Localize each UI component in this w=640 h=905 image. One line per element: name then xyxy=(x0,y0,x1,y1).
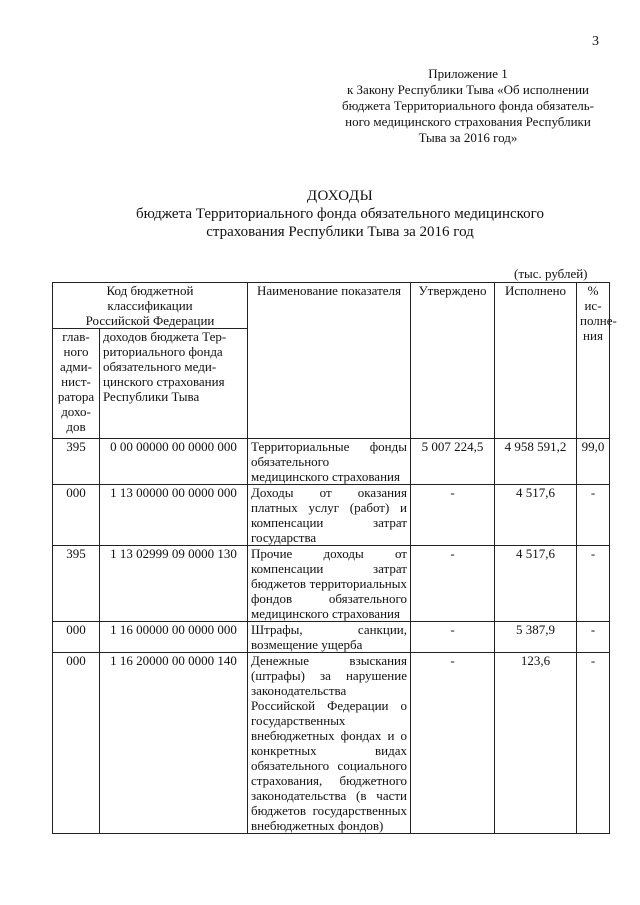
page-number: 3 xyxy=(592,34,599,49)
cell-name: Штрафы, санкции, возмещение ущерба xyxy=(248,622,411,653)
cell-code: 0 00 00000 00 0000 000 xyxy=(100,439,248,485)
appendix-note xyxy=(318,66,618,146)
cell-percent: 99,0 xyxy=(577,439,610,485)
table-row xyxy=(53,546,610,622)
cell-admin: 000 xyxy=(53,485,100,546)
cell-code: 1 16 00000 00 0000 000 xyxy=(100,622,248,653)
cell-admin: 395 xyxy=(53,439,100,485)
cell-code: 1 13 00000 00 0000 000 xyxy=(100,485,248,546)
cell-executed: 5 387,9 xyxy=(495,622,577,653)
cell-percent: - xyxy=(577,622,610,653)
appendix-line: к Закону Республики Тыва «Об исполнении xyxy=(346,82,590,97)
header-chief-administrator: глав- ного адми- нист- ратора дохо- дов xyxy=(53,329,100,439)
table-row xyxy=(53,653,610,834)
cell-executed: 4 958 591,2 xyxy=(495,439,577,485)
cell-name: Территориальные фонды обязательного медицинского страхования xyxy=(248,439,411,485)
subtitle-line-1: бюджета Территориального фонда обязательного медицинского xyxy=(136,206,544,222)
header-executed: Исполнено xyxy=(495,283,577,439)
cell-percent: - xyxy=(577,653,610,834)
cell-percent: - xyxy=(577,485,610,546)
header-approved: Утверждено xyxy=(411,283,495,439)
cell-approved: - xyxy=(411,546,495,622)
appendix-line: бюджета Территориального фонда обязатель- xyxy=(342,98,594,113)
table-header-row xyxy=(53,283,610,329)
units-label: (тыс. рублей) xyxy=(514,266,588,281)
cell-approved: - xyxy=(411,653,495,834)
table-row xyxy=(53,622,610,653)
cell-approved: - xyxy=(411,485,495,546)
cell-code: 1 13 02999 09 0000 130 xyxy=(100,546,248,622)
cell-admin: 395 xyxy=(53,546,100,622)
cell-approved: 5 007 224,5 xyxy=(411,439,495,485)
cell-admin: 000 xyxy=(53,622,100,653)
table-row xyxy=(53,439,610,485)
cell-name: Прочие доходы от компенсации затрат бюджетов территориальных фондов обязательного медицинского страхования xyxy=(248,546,411,622)
cell-name: Денежные взыскания (штрафы) за нарушение законодательства Российской Федерации о государственных внебюджетных фондах и о конкретных видах обязательного социального страхования, бюджетного законодательства (в части бюджетов государственных внебюджетных фондов) xyxy=(248,653,411,834)
cell-approved: - xyxy=(411,622,495,653)
cell-name: Доходы от оказания платных услуг (работ) и компенсации затрат государства xyxy=(248,485,411,546)
header-income-code: доходов бюджета Тер- риториального фонда обязательного меди- цинского страхования Республики Тыва xyxy=(100,329,248,439)
appendix-line: Приложение 1 xyxy=(428,66,508,81)
document-title: ДОХОДЫ xyxy=(306,188,374,204)
cell-admin: 000 xyxy=(53,653,100,834)
cell-executed: 4 517,6 xyxy=(495,546,577,622)
header-indicator-name: Наименование показателя xyxy=(248,283,411,439)
cell-executed: 4 517,6 xyxy=(495,485,577,546)
subtitle-line-2: страхования Республики Тыва за 2016 год xyxy=(206,224,474,240)
header-execution-percent: % ис- полне- ния xyxy=(577,283,610,439)
appendix-line: ного медицинского страхования Республики xyxy=(345,114,591,129)
document-subtitle xyxy=(40,205,640,241)
appendix-line: Тыва за 2016 год» xyxy=(418,130,518,145)
revenue-table xyxy=(52,282,617,834)
cell-code: 1 16 20000 00 0000 140 xyxy=(100,653,248,834)
header-budget-code: Код бюджетной классификации Российской Федерации xyxy=(53,283,248,329)
table-row xyxy=(53,485,610,546)
cell-executed: 123,6 xyxy=(495,653,577,834)
cell-percent: - xyxy=(577,546,610,622)
